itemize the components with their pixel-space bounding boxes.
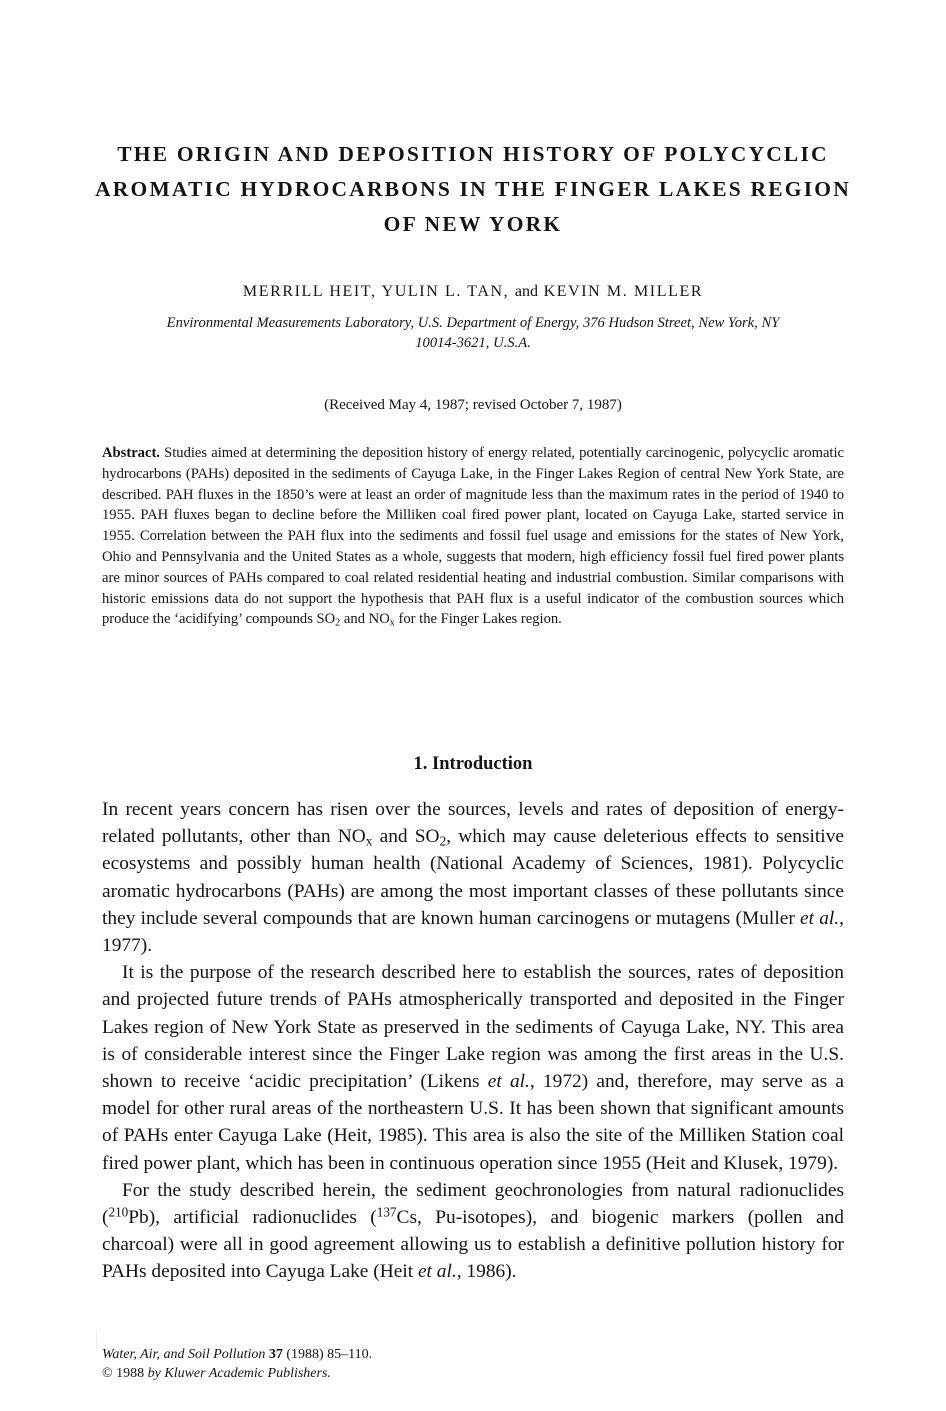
- p3-cs-superscript: 137: [376, 1204, 397, 1220]
- p3-text-4: , 1986).: [456, 1261, 517, 1283]
- publisher: by Kluwer Academic Publishers.: [147, 1366, 331, 1381]
- abstract-label: Abstract.: [102, 445, 160, 461]
- received-dates: (Received May 4, 1987; revised October 7, 1987): [324, 397, 622, 413]
- paragraph-2: [102, 959, 844, 1177]
- p2-text-2: , 1972) and, therefore, may serve as a model for other rural areas of the northeastern U.S. It has been shown that significant amounts of PAHs enter Cayuga Lake (Heit, 1985). This area is also the site of the Milliken Station coal fired power plant, which has been in continuous operation since 1955 (Heit and Klusek, 1979).: [102, 1071, 844, 1174]
- p1-text-3: , which may cause deleterious effects to sensitive ecosystems and possibly human health (National Academy of Sciences, 1981). Polycyclic aromatic hydrocarbons (PAHs) are among the most important classes of these pollutants since they include several compounds that are known human carcinogens or mutagens (Muller: [102, 826, 844, 929]
- body-text: [102, 796, 844, 1286]
- p1-nox-subscript: x: [365, 833, 373, 849]
- p3-pb-superscript: 210: [108, 1204, 129, 1220]
- abstract-so2-subscript: 2: [335, 617, 341, 629]
- journal-pages: (1988) 85–110.: [286, 1347, 373, 1362]
- affiliation-line-2: 10014-3621, U.S.A.: [415, 335, 531, 351]
- paragraph-1: [102, 796, 844, 959]
- paragraph-3: [102, 1177, 844, 1286]
- copyright-year: 1988: [116, 1366, 145, 1381]
- paper-title: [60, 137, 886, 242]
- journal-name: Water, Air, and Soil Pollution: [102, 1347, 266, 1362]
- p3-et-al: et al.: [417, 1261, 457, 1283]
- author-list: [0, 283, 946, 301]
- title-line-2: AROMATIC HYDROCARBONS IN THE FINGER LAKES REGION: [95, 177, 851, 201]
- journal-volume: 37: [268, 1347, 283, 1362]
- abstract-text-2: and NO: [340, 611, 390, 628]
- title-line-3: OF NEW YORK: [383, 212, 563, 236]
- p1-text: In recent years concern has risen over the sources, levels and rates of deposition of energy-related pollutants, other than NO: [102, 799, 844, 848]
- author-tan: YULIN L. TAN,: [381, 283, 510, 300]
- author-miller: KEVIN M. MILLER: [543, 283, 704, 300]
- section-heading-introduction: 1. Introduction: [413, 754, 533, 774]
- page-footer: [102, 1345, 372, 1383]
- p2-et-al: et al.: [487, 1071, 530, 1093]
- p1-text-4: , 1977).: [102, 907, 845, 957]
- p1-text-2: and SO: [372, 826, 440, 848]
- journal-citation: [102, 1345, 372, 1364]
- abstract-nox-subscript: x: [389, 617, 395, 629]
- affiliation: [100, 313, 846, 353]
- p3-text: For the study described herein, the sediment geochronologies from natural radionuclides (: [102, 1179, 844, 1229]
- p1-so2-subscript: 2: [439, 833, 447, 849]
- copyright-line: [102, 1364, 372, 1383]
- affiliation-line-1: Environmental Measurements Laboratory, U.S. Department of Energy, 376 Hudson Street, New York, NY: [166, 315, 780, 331]
- p2-text: It is the purpose of the research described here to establish the sources, rates of deposition and projected future trends of PAHs atmospherically transported and deposited in the Finger Lakes region of New York State as preserved in the sediments of Cayuga Lake, NY. This area is of considerable interest since the Finger Lake region was among the first areas in the U.S. shown to receive ‘acidic precipitation’ (Likens: [102, 962, 844, 1093]
- author-heit: MERRILL HEIT,: [242, 283, 377, 300]
- abstract: [102, 443, 844, 630]
- abstract-text-3: for the Finger Lakes region.: [394, 611, 562, 628]
- p1-et-al: et al.: [800, 907, 840, 929]
- title-line-1: THE ORIGIN AND DEPOSITION HISTORY OF POLYCYCLIC: [117, 142, 829, 166]
- p3-text-2: Pb), artificial radionuclides (: [128, 1207, 377, 1229]
- copyright-symbol: ©: [102, 1366, 113, 1381]
- p3-text-3: Cs, Pu-isotopes), and biogenic markers (pollen and charcoal) were all in good agreement allowing us to establish a definitive pollution history for PAHs deposited into Cayuga Lake (Heit: [102, 1207, 844, 1283]
- abstract-text: Studies aimed at determining the deposition history of energy related, potentially carcinogenic, polycyclic aromatic hydrocarbons (PAHs) deposited in the sediments of Cayuga Lake, in the Finger Lakes Region of central New York State, are described. PAH fluxes in the 1850’s were at least an order of magnitude less than the maximum rates in the period of 1940 to 1955. PAH fluxes began to decline before the Milliken coal fired power plant, located on Cayuga Lake, started service in 1955. Correlation between the PAH flux into the sediments and fossil fuel usage and emissions for the states of New York, Ohio and Pennsylvania and the United States as a whole, suggests that modern, high efficiency fossil fuel fired power plants are minor sources of PAHs compared to coal related residential heating and industrial combustion. Similar comparisons with historic emissions data do not support the hypothesis that PAH flux is a useful indicator of the combustion sources which produce the ‘acidifying’ compounds SO: [102, 445, 845, 628]
- margin-mark: [96, 1330, 97, 1350]
- author-conjunction: and: [514, 283, 538, 300]
